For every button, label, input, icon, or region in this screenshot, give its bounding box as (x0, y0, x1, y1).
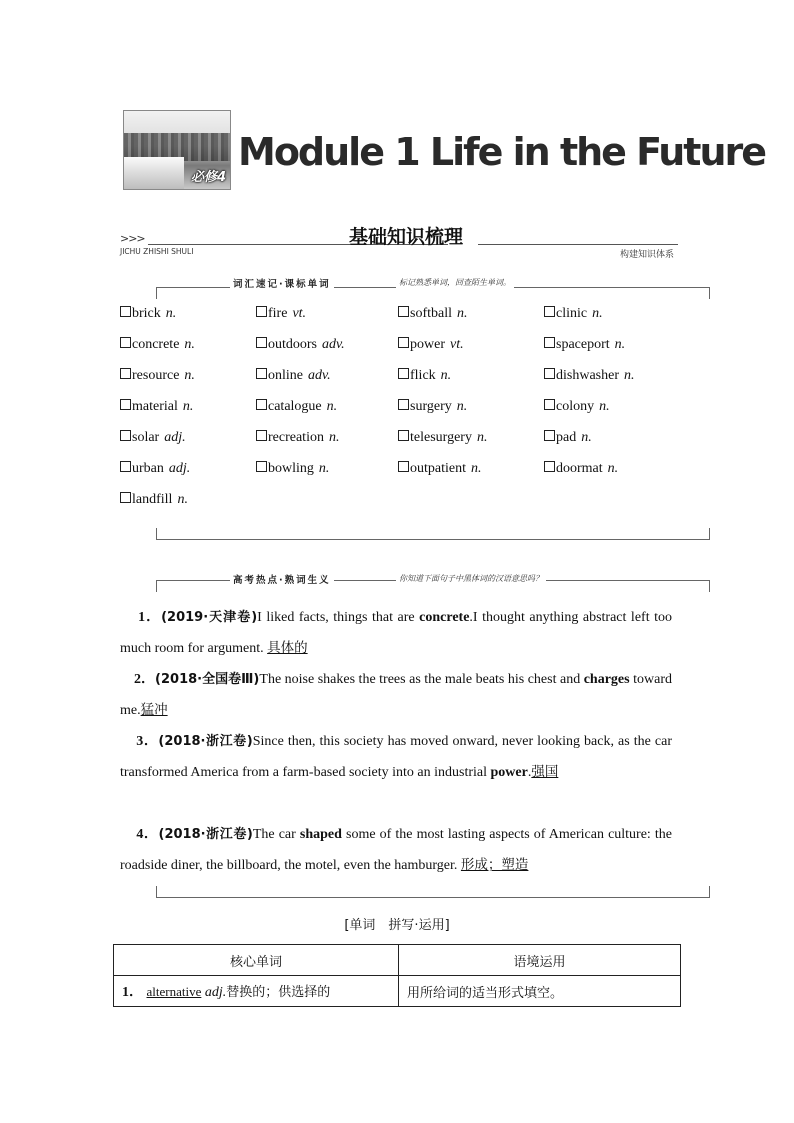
sentence-3 (120, 726, 672, 788)
sentence-text: toward me. (120, 672, 672, 718)
sentence-number: 2． (134, 672, 156, 687)
vocab-pos: n. (614, 337, 626, 352)
table-header-row (114, 945, 681, 976)
vocab-word: spaceport (556, 337, 610, 352)
vocab-item (544, 368, 635, 384)
vocab-word: clinic (556, 306, 588, 321)
vocab-pos: n. (457, 306, 468, 321)
vocab-word: online (268, 368, 303, 383)
banner-pinyin: JICHU ZHISHI SHULI (120, 247, 194, 256)
waterfall-graphic (124, 157, 184, 189)
sentence-text: Since then, this society has moved onward, never looking back, as the car transformed America from a farm-based society into an industrial (120, 734, 673, 780)
vocab-item (544, 430, 592, 446)
checkbox-icon[interactable] (256, 461, 267, 472)
vocab-item (256, 306, 306, 322)
checkbox-icon[interactable] (120, 306, 131, 317)
checkbox-icon[interactable] (120, 430, 131, 441)
checkbox-icon[interactable] (544, 368, 555, 379)
section-banner (118, 222, 680, 262)
banner-arrows-icon: >>> (120, 232, 145, 245)
banner-right-label: 构建知识体系 (619, 250, 674, 260)
sentence-number: 1． (138, 610, 162, 625)
vocab-item (256, 337, 345, 353)
sentence-source: (2019·天津卷) (161, 610, 258, 625)
vocab-word: recreation (268, 430, 324, 445)
word-meaning: 替换的；供选择的 (226, 985, 331, 1000)
table-row (114, 976, 681, 1007)
checkbox-icon[interactable] (398, 306, 409, 317)
sentence-number: 4． (136, 827, 159, 842)
sentence-text: The noise shakes the trees as the male beats his chest and (259, 672, 584, 687)
sentence-box-bottom-bracket (156, 886, 710, 898)
checkbox-icon[interactable] (398, 399, 409, 410)
vocab-box-label: 词汇速记·课标单词 (230, 276, 334, 290)
vocab-item (398, 337, 464, 353)
vocab-word: outpatient (410, 461, 466, 476)
banner-rule-right (478, 244, 678, 245)
checkbox-icon[interactable] (398, 368, 409, 379)
vocab-word: resource (132, 368, 180, 383)
vocab-pos: n. (326, 399, 338, 414)
vocab-word: brick (132, 306, 161, 321)
sentence-answer: 猛冲 (140, 702, 168, 718)
module-thumbnail (123, 110, 231, 190)
checkbox-icon[interactable] (256, 306, 267, 317)
checkbox-icon[interactable] (120, 461, 131, 472)
vocab-item (120, 306, 176, 322)
sentence-source: (2018·全国卷Ⅲ) (155, 672, 260, 687)
sentence-2 (120, 664, 672, 726)
vocab-word: telesurgery (410, 430, 472, 445)
vocab-word: outdoors (268, 337, 317, 352)
vocab-item (256, 461, 329, 477)
sentence-text: The car (252, 827, 300, 842)
vocab-item (544, 399, 610, 415)
vocab-pos: n. (607, 461, 619, 476)
checkbox-icon[interactable] (544, 430, 555, 441)
vocab-pos: n. (592, 306, 603, 321)
vocab-word: flick (410, 368, 436, 383)
sentence-answer: 强国 (531, 764, 559, 780)
checkbox-icon[interactable] (398, 430, 409, 441)
sentence-box-label: 高考热点·熟词生义 (230, 572, 334, 586)
vocab-item (398, 306, 468, 322)
table-header-core-words: 核心单词 (114, 945, 399, 976)
vocab-item (120, 368, 195, 384)
vocab-pos: adv. (322, 337, 345, 352)
vocab-item (120, 337, 195, 353)
sentence-text: I liked facts, things that are (257, 610, 420, 625)
vocab-word: surgery (410, 399, 452, 414)
checkbox-icon[interactable] (398, 337, 409, 348)
checkbox-icon[interactable] (120, 492, 131, 503)
vocab-item (544, 337, 625, 353)
checkbox-icon[interactable] (120, 368, 131, 379)
vocab-pos: vt. (292, 306, 307, 321)
vocab-word: concrete (132, 337, 180, 352)
vocab-pos: adj. (168, 461, 191, 476)
checkbox-icon[interactable] (544, 399, 555, 410)
vocab-pos: n. (318, 461, 330, 476)
vocab-box-bottom-bracket (156, 528, 710, 540)
vocab-pos: vt. (450, 337, 464, 352)
vocab-word: pad (556, 430, 577, 445)
checkbox-icon[interactable] (256, 430, 267, 441)
checkbox-icon[interactable] (544, 337, 555, 348)
vocab-pos: n. (184, 368, 195, 383)
vocab-item (256, 399, 337, 415)
vocab-pos: n. (440, 368, 452, 383)
sentence-text: some of the most lasting aspects of American culture: the roadside diner, the billboard, the motel, even the hamburger. (120, 827, 673, 873)
vocab-word: catalogue (268, 399, 322, 414)
table-cell-instruction: 用所给词的适当形式填空。 (399, 976, 681, 1007)
row-number: 1． (122, 985, 143, 1000)
vocab-item (120, 399, 193, 415)
vocab-word: solar (132, 430, 160, 445)
vocab-box-hint: 标记熟悉单词，回查陌生单词。 (396, 277, 514, 288)
vocab-pos: n. (184, 337, 195, 352)
vocab-pos: n. (581, 430, 592, 445)
sentence-number: 3． (136, 734, 159, 749)
sentence-keyword: concrete (419, 610, 470, 625)
vocab-word: softball (410, 306, 452, 321)
sentence-answer: 形成；塑造 (460, 857, 529, 873)
checkbox-icon[interactable] (544, 306, 555, 317)
core-vocab-table (113, 944, 681, 1007)
sentence-answer: 具体的 (267, 640, 308, 656)
vocab-item (544, 306, 603, 322)
sentence-text: . (527, 765, 532, 780)
vocab-word: colony (556, 399, 595, 414)
sentence-source: (2018·浙江卷) (158, 827, 253, 842)
vocab-pos: n. (476, 430, 488, 445)
volume-badge: 必修4 (190, 170, 226, 185)
sentence-keyword: shaped (299, 827, 342, 842)
checkbox-icon[interactable] (120, 337, 131, 348)
sentence-text: .I thought anything abstract left too much room for argument. (120, 610, 672, 656)
checkbox-icon[interactable] (544, 461, 555, 472)
module-title: Module 1 Life in the Future (238, 130, 766, 174)
checkbox-icon[interactable] (256, 399, 267, 410)
vocab-item (544, 461, 618, 477)
vocab-item (398, 461, 482, 477)
checkbox-icon[interactable] (256, 368, 267, 379)
checkbox-icon[interactable] (120, 399, 131, 410)
section-title: 基础知识梳理 (348, 226, 463, 248)
vocab-pos: n. (165, 306, 177, 321)
checkbox-icon[interactable] (256, 337, 267, 348)
vocab-word: dishwasher (556, 368, 619, 383)
vocab-item (398, 399, 467, 415)
vocab-word: doormat (556, 461, 603, 476)
answer-word: alternative (146, 984, 202, 999)
sentence-box-hint: 你知道下面句子中黑体词的汉语意思吗？ (396, 573, 546, 584)
vocab-pos: n. (177, 492, 188, 507)
vocab-word: power (410, 337, 445, 352)
sentence-source: (2018·浙江卷) (158, 734, 253, 749)
sentence-4 (120, 819, 672, 881)
vocab-item (398, 430, 487, 446)
sentence-keyword: power (490, 765, 528, 780)
vocab-pos: n. (182, 399, 194, 414)
vocab-word: landfill (132, 492, 173, 507)
vocab-pos: n. (471, 461, 482, 476)
vocab-item (120, 430, 186, 446)
sentence-1 (120, 602, 672, 664)
vocab-pos: n. (624, 368, 635, 383)
vocab-word: material (132, 399, 178, 414)
table-header-context-use: 语境运用 (399, 945, 681, 976)
vocab-word: bowling (268, 461, 314, 476)
part-of-speech: adj. (204, 985, 227, 1000)
vocab-item (120, 461, 190, 477)
vocab-item (256, 430, 339, 446)
table-cell-word (114, 976, 399, 1007)
vocab-item (398, 368, 451, 384)
vocab-pos: n. (599, 399, 610, 414)
vocab-word: fire (268, 306, 288, 321)
subsection-heading: [单词 拼写·运用] (344, 918, 450, 933)
vocab-pos: adj. (164, 430, 186, 445)
checkbox-icon[interactable] (398, 461, 409, 472)
vocab-word: urban (132, 461, 164, 476)
vocab-pos: adv. (308, 368, 331, 383)
vocab-pos: n. (456, 399, 468, 414)
sentence-keyword: charges (583, 672, 630, 687)
vocab-item (120, 492, 188, 508)
vocab-item (256, 368, 331, 384)
vocab-pos: n. (328, 430, 340, 445)
